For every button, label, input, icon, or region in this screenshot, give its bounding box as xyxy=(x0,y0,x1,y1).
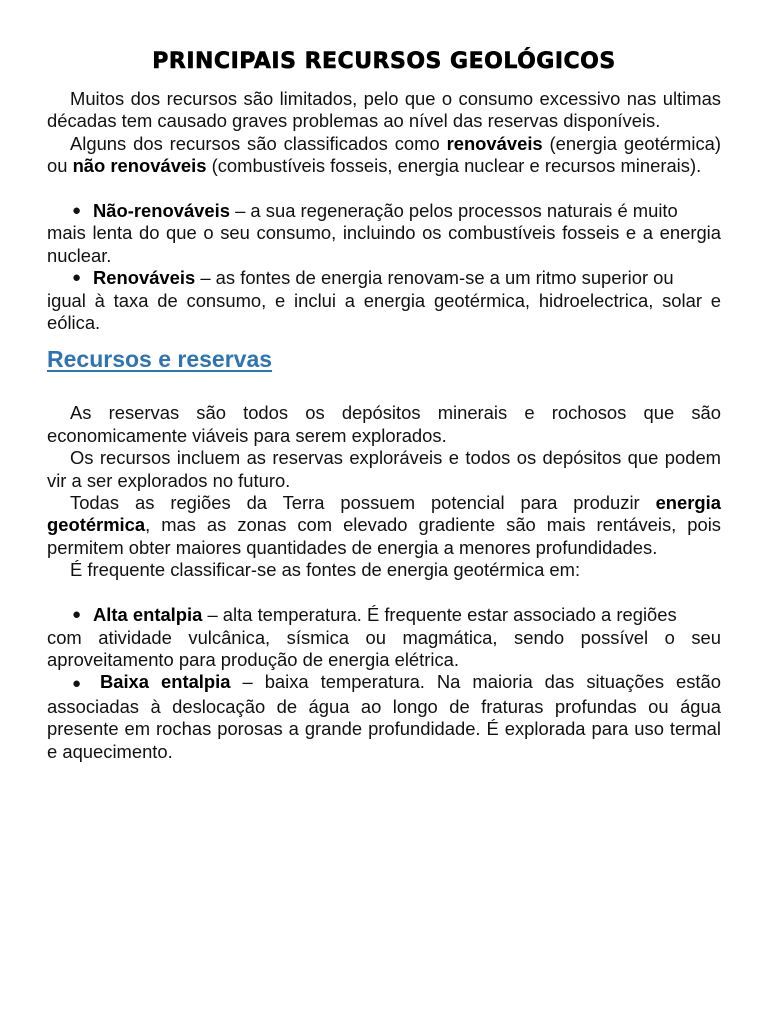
bullet-text xyxy=(93,267,721,289)
section-paragraph-1: As reservas são todos os depósitos minerais e rochosos que são economicamente viáveis para serem explorados. xyxy=(47,402,721,446)
document-page xyxy=(47,44,721,763)
list-item xyxy=(47,200,721,267)
bullet-text xyxy=(93,200,721,222)
intro-text: (combustíveis fosseis, energia nuclear e recursos minerais). xyxy=(206,155,702,177)
bullet-icon: ● xyxy=(72,269,82,287)
bullet-term: Não-renováveis xyxy=(93,200,230,222)
spacer xyxy=(47,178,721,200)
section-text: , mas as zonas com elevado gradiente são mais rentáveis, pois permitem obter maiores quantidades de energia a menores profundidades. xyxy=(47,514,721,558)
list-item xyxy=(47,267,721,334)
bullet-first-line: – alta temperatura. É frequente estar associado a regiões xyxy=(202,604,677,626)
intro-paragraph-1: Muitos dos recursos são limitados, pelo que o consumo excessivo nas ultimas décadas tem causado graves problemas ao nível das reservas disponíveis. xyxy=(47,88,721,132)
section-paragraph-3 xyxy=(47,492,721,559)
bullet-continuation: igual à taxa de consumo, e inclui a energia geotérmica, hidroelectrica, solar e eólica. xyxy=(47,289,721,334)
list-item xyxy=(47,604,721,671)
page-title: PRINCIPAIS RECURSOS GEOLÓGICOS xyxy=(152,49,616,74)
intro-paragraph-2 xyxy=(47,133,721,178)
section-paragraph-2: Os recursos incluem as reservas exploráveis e todos os depósitos que podem vir a ser explorados no futuro. xyxy=(47,447,721,491)
bullet-icon: ● xyxy=(72,202,82,220)
bullet-body: – baixa temperatura. Na maioria das situações estão associadas à deslocação de água ao longo de fraturas profundas ou água presente em rochas porosas a grande profundidade. É explorada para uso termal e aquecimento. xyxy=(47,671,721,762)
bullet-text xyxy=(93,604,721,626)
section-paragraph-4: É frequente classificar-se as fontes de energia geotérmica em: xyxy=(70,559,581,581)
bullet-term: Baixa entalpia xyxy=(99,671,231,693)
bullet-first-line: – as fontes de energia renovam-se a um ritmo superior ou xyxy=(195,267,674,289)
bullet-continuation: com atividade vulcânica, sísmica ou magmática, sendo possível o seu aproveitamento para produção de energia elétrica. xyxy=(47,626,721,670)
bullet-term: Renováveis xyxy=(93,267,196,289)
list-item xyxy=(47,671,721,763)
bullet-first-line: – a sua regeneração pelos processos naturais é muito xyxy=(229,200,678,222)
intro-text: Alguns dos recursos são classificados como xyxy=(70,132,447,154)
term-renovaveis: renováveis xyxy=(446,132,543,154)
bullet-continuation: mais lenta do que o seu consumo, incluindo os combustíveis fosseis e a energia nuclear. xyxy=(47,222,721,266)
section-text: Todas as regiões da Terra possuem potencial para produzir xyxy=(70,492,656,514)
section-heading: Recursos e reservas xyxy=(47,346,273,373)
term-nao-renovaveis: não renováveis xyxy=(72,155,207,177)
term-energia-geotermica: energia geotérmica xyxy=(47,492,721,536)
intro-text: (energia geotérmica) ou xyxy=(47,132,722,177)
bullet-icon: ● xyxy=(72,675,88,693)
bullet-term: Alta entalpia xyxy=(93,604,203,626)
spacer xyxy=(47,582,721,604)
bullet-icon: ● xyxy=(72,606,82,624)
bullet-text xyxy=(47,671,721,763)
